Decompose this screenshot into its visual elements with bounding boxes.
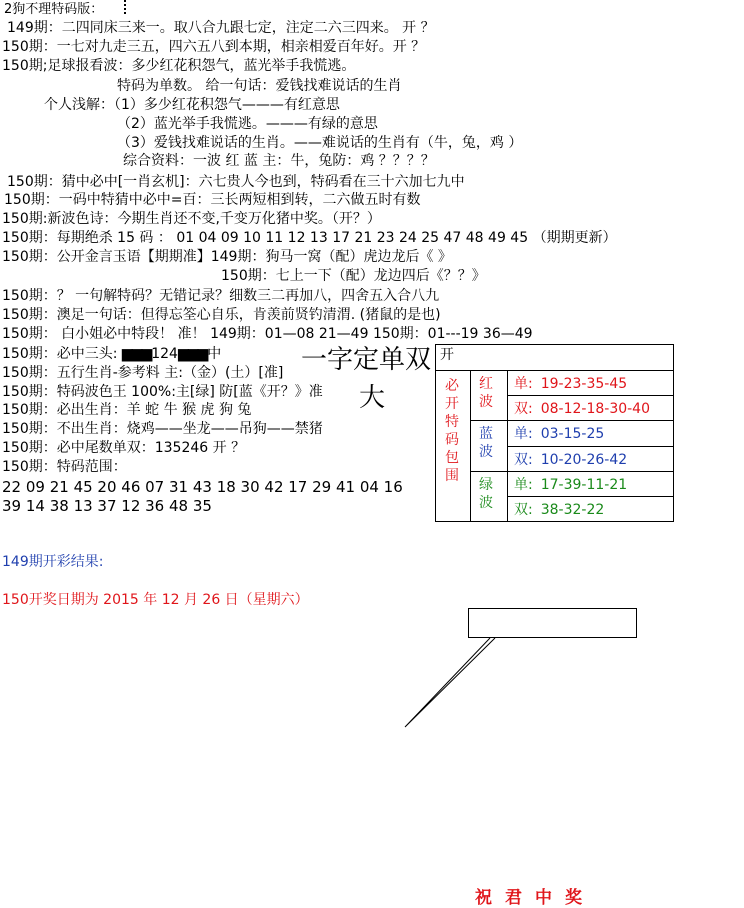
text-line: 150期：一码中特猜中必中=百：三长两短相到转，二六做五时有数: [4, 192, 421, 208]
text-line: 150期：澳足一句话：但得忘筌心自乐，肯羡前贤钓清渭. (猪鼠的是也): [2, 307, 441, 323]
text-line: （2）蓝光举手我慌逃。———有绿的意思: [117, 116, 378, 132]
text-line: 150期：？ 一句解特码？无错记录？细数三二再加八，四舍五入合八九: [2, 288, 440, 304]
number: 124: [151, 346, 178, 362]
block-bar: ▆▆▆: [121, 346, 152, 362]
row-green-odd: 单: 17-39-11-21: [514, 477, 628, 493]
speech-bubble-tail: [400, 630, 510, 730]
row-red-odd: 单: 19-23-35-45: [514, 376, 628, 392]
text-line: （3）爱钱找难说话的生肖。——难说话的生肖有（牛，兔，鸡 ）: [117, 135, 523, 151]
results-title: 149期开彩结果:: [2, 554, 104, 570]
text-line: 150期：必出生肖：羊 蛇 牛 猴 虎 狗 兔: [2, 402, 252, 418]
divider: [507, 496, 673, 497]
text-line: 150期;足球报看波：多少红花积怨气，蓝光举手我慌逃。: [2, 58, 356, 74]
divider: [470, 420, 673, 421]
text-line: 150期:新波色诗：今期生肖还不变,千变万化猪中奖。（开？）: [2, 211, 381, 227]
block-bar: ▆▆▆: [177, 346, 208, 362]
divider: [507, 395, 673, 396]
line-end: 中: [207, 346, 222, 362]
row-blue-even: 双: 10-20-26-42: [514, 452, 628, 468]
text-line: 个人浅解：（1）多少红花积怨气———有红意思: [44, 97, 340, 113]
group-name-red: 红 波: [479, 376, 493, 410]
big-overlay-text: 大: [359, 383, 386, 413]
row-red-even: 双: 08-12-18-30-40: [514, 401, 650, 417]
table-header: 开: [436, 345, 673, 371]
text-line: 150期：每期绝杀 15 码 ： 01 04 09 10 11 12 13 17 21 23 24 25 47 48 49 45 （期期更新）: [2, 230, 617, 246]
text-line: 149期：二四同床三来一。取八合九跟七定，注定二六三四来。 开 ？: [7, 20, 435, 36]
number-list: 39 14 38 13 37 12 36 48 35: [2, 497, 212, 515]
text-line: 150期：必中尾数单双：135246 开 ？: [2, 440, 246, 456]
text-line: [2, 345, 221, 364]
wave-color-table: [435, 344, 674, 522]
speech-bubble: [468, 608, 637, 638]
text-line: 150期：特码范围：: [2, 459, 127, 475]
text-line: 150期： 白小姐必中特段！ 准！ 149期：01—08 21—49 150期：01---19 36—49: [2, 326, 533, 342]
line-label: 150期：必中三头:: [2, 346, 118, 362]
divider: [470, 371, 471, 521]
text-line: 特码为单数。 给一句话：爱钱找难说话的生肖: [117, 78, 402, 94]
divider: [470, 471, 673, 472]
group-name-blue: 蓝 波: [479, 426, 493, 460]
big-overlay-text: 一字定单双: [301, 345, 432, 375]
row-blue-odd: 单: 03-15-25: [514, 426, 605, 442]
text-line: 150期：七上一下（配）龙边四后《？？》: [221, 268, 486, 284]
text-line: 150期：不出生肖：烧鸡——坐龙——吊狗——禁猪: [2, 421, 323, 437]
next-draw-date: 150开奖日期为 2015 年 12 月 26 日（星期六）: [2, 592, 309, 608]
text-line: 150期：一七对九走三五，四六五八到本期，相亲相爱百年好。开 ？: [2, 39, 426, 55]
number-list: 22 09 21 45 20 46 07 31 43 18 30 42 17 29 41 04 16: [2, 478, 403, 496]
dotted-divider: [124, 0, 126, 14]
row-green-even: 双: 38-32-22: [514, 502, 605, 518]
side-label: 必 开 特 码 包 围: [445, 378, 459, 484]
group-name-green: 绿 波: [479, 477, 493, 511]
footer-wish: 祝君中奖: [475, 888, 595, 908]
text-line: 150期：猜中必中[一肖玄机]：六七贵人今也到，特码看在三十六加七九中: [7, 174, 465, 190]
text-line: 150期：五行生肖-参考料 主:（金）(土）[准]: [2, 365, 284, 381]
text-line: 150期：公开金言玉语【期期准】149期：狗马一窝（配）虎边龙后《 》: [2, 249, 452, 265]
divider: [507, 446, 673, 447]
text-line: 综合资料：一波 红 蓝 主：牛，兔防：鸡 ？？？？: [123, 153, 435, 169]
text-line: 150期：特码波色王 100%:主[绿] 防[蓝《开？》准: [2, 384, 323, 400]
page-title: 2狗不理特码版：: [4, 2, 104, 17]
